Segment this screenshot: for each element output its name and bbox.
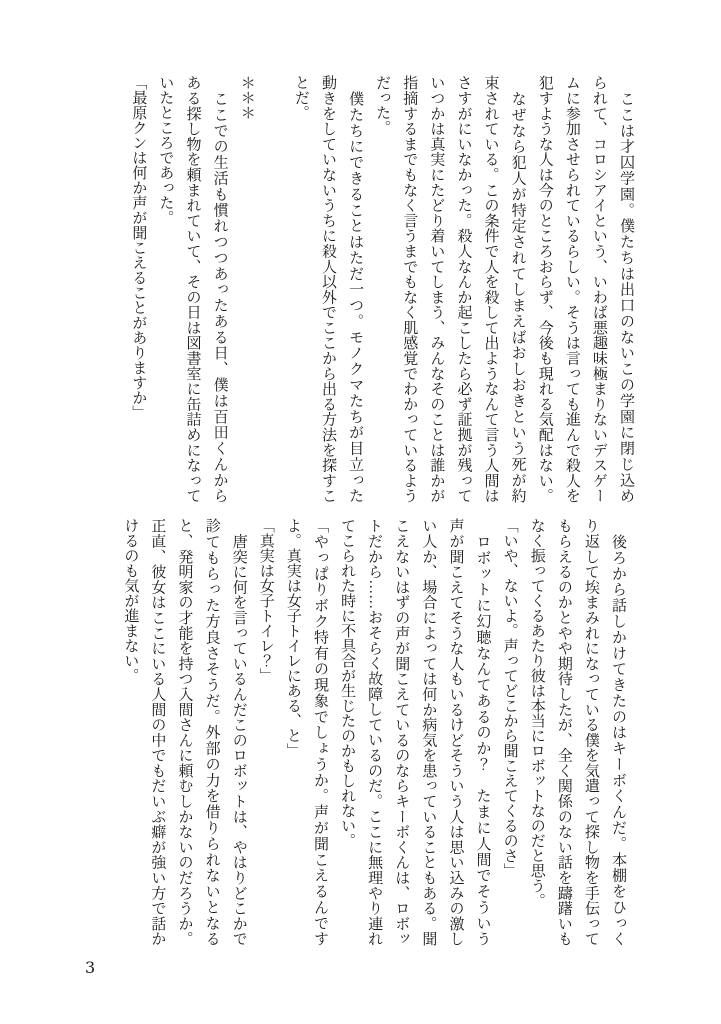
text-line: 動きをしていないうちに殺人以外でここから出る方法を探すこ <box>319 75 336 503</box>
lower-text-block <box>116 518 631 946</box>
text-line: 犯すような人は今のところおらず、今後も現れる気配はない。 <box>536 75 553 503</box>
text-line: ここは才囚学園。僕たちは出口のないこの学園に閉じ込め <box>618 75 634 503</box>
text-line: よ。真実は女子トイレにある、と」 <box>284 518 301 758</box>
text-line: てこられた時に不具合が生じたのかもしれない。 <box>339 518 356 848</box>
text-line: なく振ってくるあたり彼は本当にロボットなのだと思う。 <box>528 518 545 908</box>
text-line: 後ろから話しかけてきたのはキーボくんだ。本棚をひっく <box>610 518 626 946</box>
text-line: トだから……おそらく故障しているのだ。ここに無理やり連れ <box>366 518 383 946</box>
text-line: い人か、場合によっては何か病気を患っていることもある。聞 <box>420 518 437 946</box>
text-line: ムに参加させられているらしい。そうは言っても進んで殺人を <box>563 75 580 503</box>
text-line: 僕たちにできることはただ一つ。モノクマたちが目立った <box>347 75 364 503</box>
text-line: られて、コロシアイという、いわば悪趣味極まりないデスゲー <box>590 75 607 503</box>
text-line: 「やっぱりボク特有の現象でしょうか。声が聞こえるんです <box>311 518 328 946</box>
text-line: さすがにいなかった。殺人なんか起こしたら必ず証拠が残って <box>455 75 472 503</box>
text-line: いつかは真実にたどり着いてしまう、みんなそのことは誰かが <box>428 75 445 503</box>
text-line: 「最原クンは何か声が聞こえることがありますか」 <box>130 75 147 420</box>
scene-break: ＊＊＊ <box>238 75 255 120</box>
text-line: ある探し物を頼まれていて、その日は図書室に缶詰めになって <box>184 75 201 503</box>
text-line: 正直、彼女はここにいる人間の中でもだいぶ癖が強い方で話か <box>149 518 166 946</box>
text-line: ロボットに幻聴なんてあるのか？ たまに人間でそういう <box>474 518 491 946</box>
text-line: 指摘するまでもなく言うまでもなく肌感覚でわかっているよう <box>401 75 418 503</box>
text-line: なぜなら犯人が特定されてしまえばおしおきという死が約 <box>509 75 526 503</box>
text-line: だった。 <box>374 75 391 135</box>
text-line: 束されている。この条件で人を殺して出ようなんて言う人間は <box>482 75 499 503</box>
text-line: もらえるのかとやや期待したが、全く関係のない話を躊躇いも <box>555 518 572 946</box>
upper-text-block <box>124 75 639 503</box>
text-line: と、発明家の才能を持つ入間さんに頼むしかないのだろうか。 <box>176 518 193 946</box>
text-line: 唐突に何を言っているんだこのロボットは、やはりどこかで <box>230 518 247 946</box>
text-line: り返して埃まみれになっている僕を気遣って探し物を手伝って <box>582 518 599 946</box>
text-line: ここでの生活も慣れつつあったある日、僕は百田くんから <box>211 75 228 503</box>
text-line: いたところであった。 <box>157 75 174 225</box>
text-line: 「真実は女子トイレ？」 <box>257 518 274 683</box>
text-line: 声が聞こえてそうな人もいるけどそういう人は思い込みの激し <box>447 518 464 946</box>
text-line: 診てもらった方良さそうだ。外部の力を借りられないとなる <box>203 518 220 946</box>
page-number: 3 <box>85 958 96 977</box>
text-line: こえないはずの声が聞こえているのならキーボくんは、ロボッ <box>393 518 410 946</box>
text-line: 「いや、ないよ。声ってどこから聞こえてくるのさ」 <box>501 518 518 878</box>
text-line: けるのも気が進まない。 <box>122 518 139 683</box>
text-line: とだ。 <box>292 75 309 120</box>
blank-line <box>260 75 287 503</box>
